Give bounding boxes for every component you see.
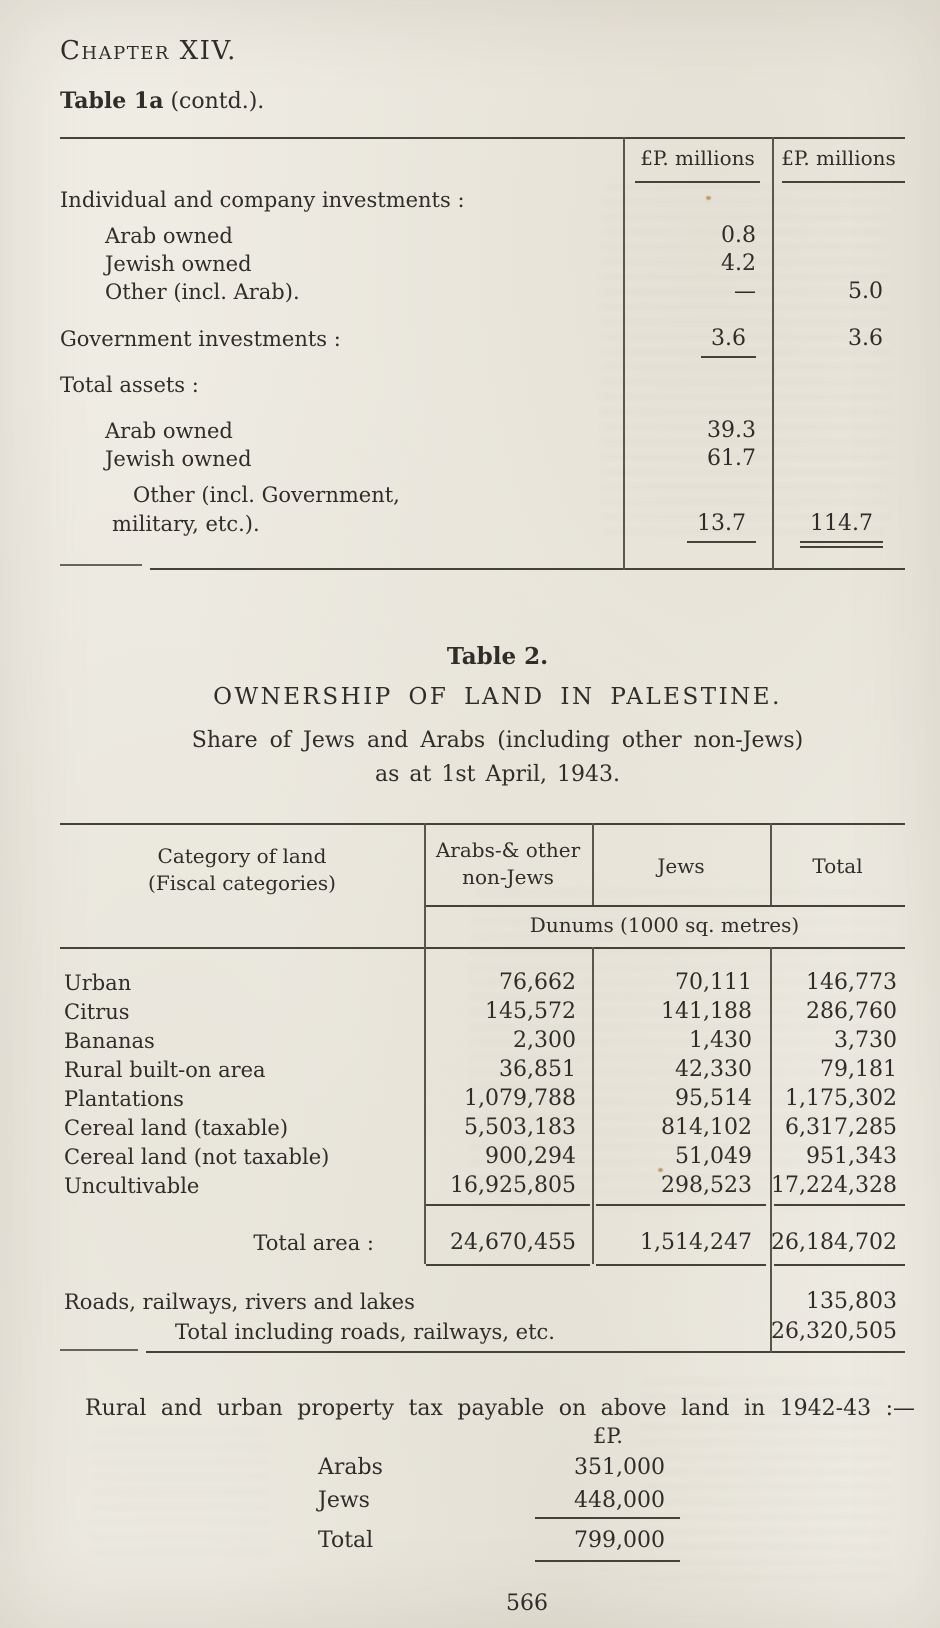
cell-value: 5.0	[848, 279, 883, 304]
total-area-row	[60, 1228, 905, 1258]
cell-arabs: 36,851	[499, 1057, 576, 1082]
row-label: Urban	[64, 971, 132, 995]
row-label: Jewish owned	[105, 447, 252, 471]
tax-total-rule	[535, 1560, 680, 1562]
row-label: Total assets :	[60, 373, 199, 397]
table-rule-top	[60, 137, 905, 139]
cell-value: 4.2	[721, 251, 756, 276]
table1a-caption-suffix: (contd.).	[163, 89, 265, 114]
row-label: Cereal land (not taxable)	[64, 1145, 330, 1169]
table1a-caption-title: Table 1a	[60, 88, 164, 114]
row-label: Uncultivable	[64, 1174, 200, 1198]
table-row	[60, 480, 905, 510]
row-label: Individual and company investments :	[60, 188, 465, 212]
table-row	[60, 968, 905, 998]
header-underline	[635, 181, 760, 183]
cell-jews: 42,330	[675, 1057, 752, 1082]
row-label: Total including roads, railways, etc.	[175, 1320, 555, 1344]
row-label: Arab owned	[105, 419, 233, 443]
table-rule-bottom	[150, 568, 905, 570]
cell-total: 135,803	[806, 1289, 897, 1314]
cell-total: 6,317,285	[785, 1115, 897, 1140]
cell-arabs: 1,079,788	[464, 1086, 576, 1111]
table-row	[60, 370, 905, 400]
chapter-heading: Chapter XIV.	[60, 36, 237, 66]
tax-row-value: 448,000	[574, 1488, 665, 1513]
cell-value: 39.3	[707, 418, 756, 443]
header-underline	[782, 181, 905, 183]
header-arabs-line1: Arabs-& other	[435, 838, 581, 862]
table-row	[60, 1026, 905, 1056]
cell-total: 146,773	[806, 970, 897, 995]
cell-total: 951,343	[806, 1144, 897, 1169]
cell-jews: 298,523	[661, 1173, 752, 1198]
table1a-col2-header: £P. millions	[781, 146, 896, 170]
cell-total: 3,730	[834, 1028, 897, 1053]
table-rule-bottom	[146, 1351, 905, 1353]
cell-value: 0.8	[721, 223, 756, 248]
row-label: Arab owned	[105, 224, 233, 248]
table-row	[60, 1171, 905, 1201]
header-jews: Jews	[657, 854, 705, 878]
tax-total-value: 799,000	[574, 1528, 665, 1553]
row-label: Jewish owned	[105, 252, 252, 276]
sum-rule	[426, 1204, 590, 1206]
cell-total: 286,760	[806, 999, 897, 1024]
cell-total: 26,320,505	[771, 1319, 897, 1344]
row-label: Other (incl. Arab).	[105, 280, 300, 304]
header-category-line1: Category of land	[157, 844, 327, 868]
table-row	[60, 1055, 905, 1085]
cell-jews: 141,188	[661, 999, 752, 1024]
row-label: Government investments :	[60, 327, 341, 351]
table-1a	[60, 137, 905, 570]
table-row	[60, 249, 905, 279]
cell-total: 26,184,702	[771, 1230, 897, 1255]
tax-row-value: 351,000	[574, 1455, 665, 1480]
table-row	[60, 277, 905, 307]
cell-arabs: 2,300	[513, 1028, 576, 1053]
row-label: Rural built-on area	[64, 1058, 266, 1082]
header-category	[60, 843, 424, 897]
cell-value-underlined: 13.7	[687, 509, 756, 543]
cell-value: —	[734, 279, 756, 304]
table1a-col1-header: £P. millions	[640, 146, 755, 170]
cell-arabs: 24,670,455	[450, 1230, 576, 1255]
cell-arabs: 16,925,805	[450, 1173, 576, 1198]
table-row	[60, 185, 905, 215]
cell-total: 1,175,302	[785, 1086, 897, 1111]
cell-arabs: 76,662	[499, 970, 576, 995]
table-rule-fragment	[60, 564, 142, 566]
cell-arabs: 900,294	[485, 1144, 576, 1169]
cell-jews: 1,430	[689, 1028, 752, 1053]
cell-arabs: 5,503,183	[464, 1115, 576, 1140]
tax-intro: Rural and urban property tax payable on above land in 1942-43 :—	[85, 1396, 915, 1421]
header-total: Total	[812, 854, 863, 878]
tax-row-label: Jews	[318, 1488, 370, 1513]
sum-rule	[426, 1264, 590, 1266]
tax-unit: £P.	[593, 1424, 623, 1448]
cell-value: 3.6	[848, 326, 883, 351]
cell-value: 61.7	[707, 446, 756, 471]
cell-jews: 70,111	[675, 970, 752, 995]
row-label: Other (incl. Government,	[133, 483, 400, 507]
header-arabs	[424, 837, 592, 891]
table-row	[60, 997, 905, 1027]
table-row	[60, 509, 905, 543]
row-label: Cereal land (taxable)	[64, 1116, 289, 1140]
page-number: 566	[506, 1591, 548, 1616]
cell-jews: 51,049	[675, 1144, 752, 1169]
tax-total-label: Total	[318, 1528, 374, 1553]
table-row	[60, 444, 905, 474]
table-rule-top	[60, 823, 905, 825]
table2-subtitle: Share of Jews and Arabs (including other non-Jews)	[191, 728, 804, 753]
tax-sum-rule	[535, 1517, 680, 1519]
table2-subtitle-date: as at 1st April, 1943.	[375, 762, 620, 787]
row-label: Total area :	[253, 1231, 374, 1255]
sum-rule	[596, 1264, 766, 1266]
scan-smudge	[90, 1430, 270, 1560]
sum-rule	[774, 1204, 905, 1206]
row-label: Bananas	[64, 1029, 155, 1053]
cell-total: 79,181	[820, 1057, 897, 1082]
table2-title: OWNERSHIP OF LAND IN PALESTINE.	[213, 684, 782, 710]
units-note: Dunums (1000 sq. metres)	[529, 913, 800, 937]
units-sub-rule	[60, 947, 905, 949]
row-label: Citrus	[64, 1000, 130, 1024]
table-row	[60, 324, 905, 358]
header-sub-rule	[424, 905, 905, 907]
cell-jews: 95,514	[675, 1086, 752, 1111]
cell-jews: 1,514,247	[640, 1230, 752, 1255]
table-row	[60, 221, 905, 251]
cell-value-double-underlined: 114.7	[800, 509, 883, 543]
row-label: military, etc.).	[112, 512, 260, 536]
table-row	[60, 1084, 905, 1114]
cell-jews: 814,102	[661, 1115, 752, 1140]
table-2	[60, 823, 905, 1353]
table-row	[60, 1113, 905, 1143]
tax-row-label: Arabs	[318, 1455, 383, 1480]
table-row	[60, 1142, 905, 1172]
cell-value-underlined: 3.6	[701, 324, 756, 358]
sum-rule	[774, 1264, 905, 1266]
header-arabs-line2: non-Jews	[462, 865, 554, 889]
row-label: Roads, railways, rivers and lakes	[64, 1290, 415, 1314]
table1a-caption	[60, 88, 264, 114]
table-row	[60, 416, 905, 446]
roads-row	[60, 1287, 905, 1317]
grand-total-row	[60, 1317, 905, 1347]
sum-rule	[596, 1204, 766, 1206]
header-category-line2: (Fiscal categories)	[148, 871, 336, 895]
cell-arabs: 145,572	[485, 999, 576, 1024]
table-rule-fragment	[60, 1349, 138, 1351]
row-label: Plantations	[64, 1087, 184, 1111]
cell-total: 17,224,328	[771, 1173, 897, 1198]
table2-caption: Table 2.	[446, 643, 549, 670]
